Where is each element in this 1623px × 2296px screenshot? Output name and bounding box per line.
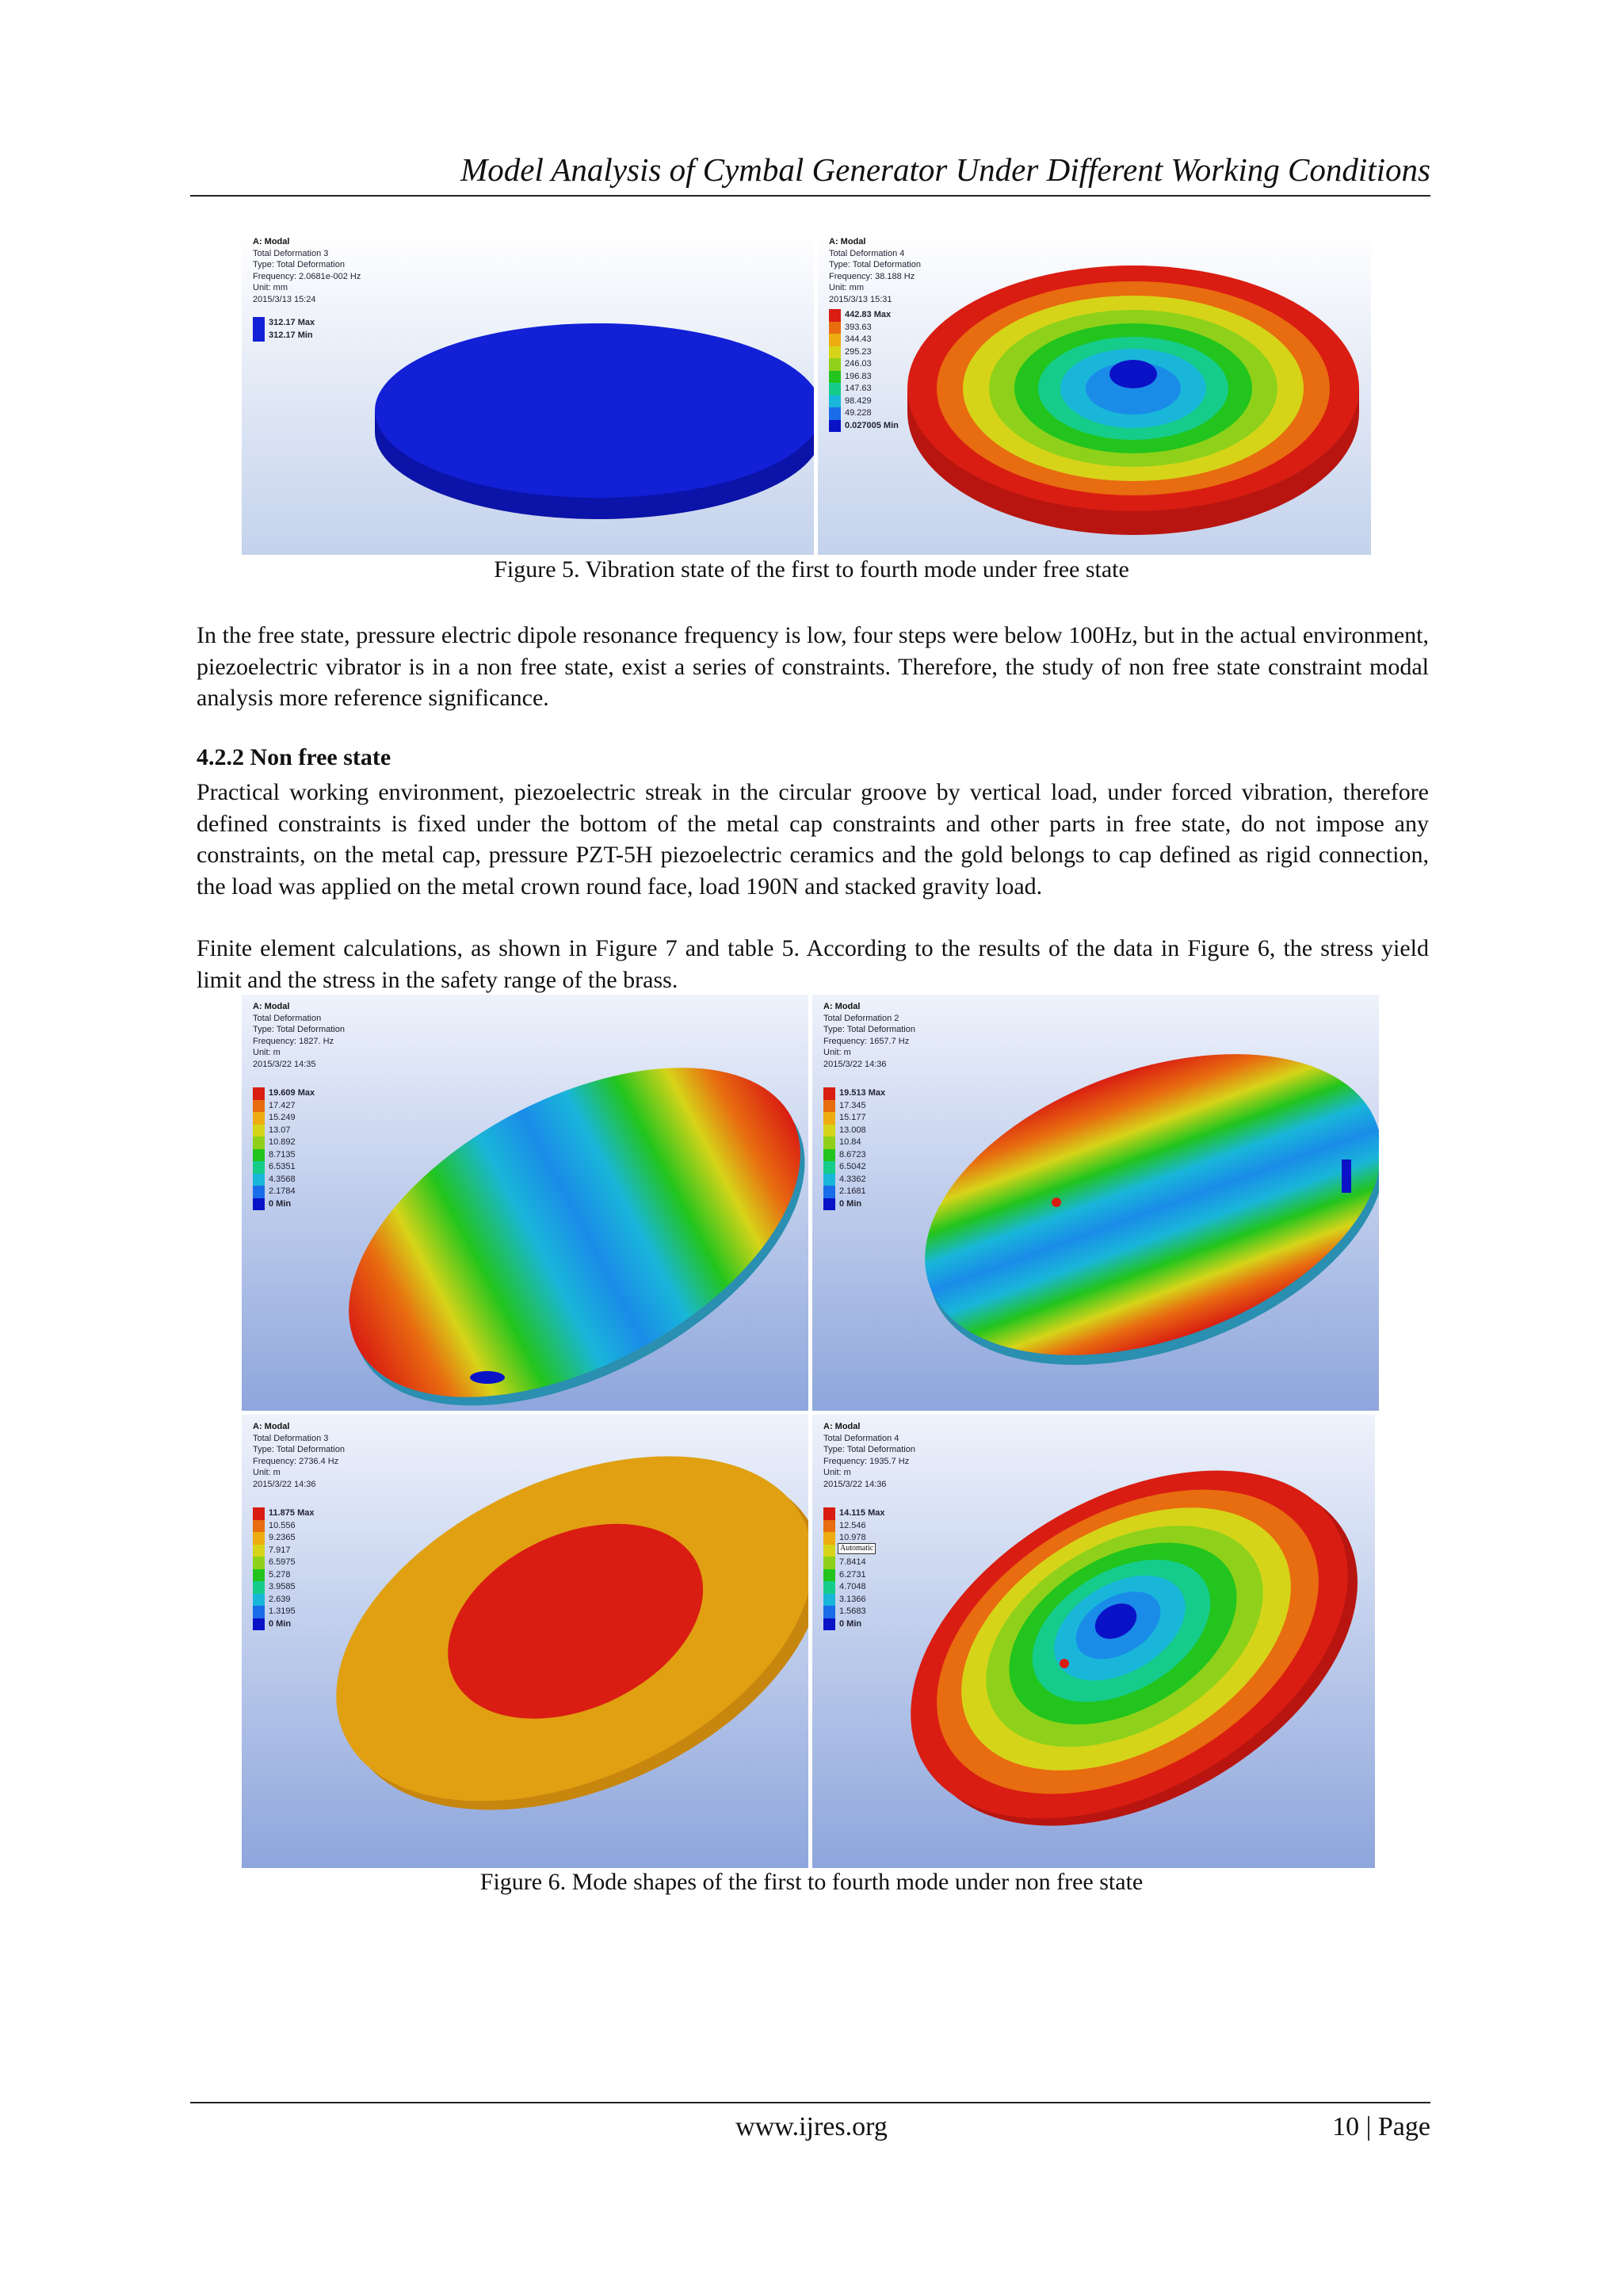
figure-6 bbox=[242, 995, 1379, 1868]
figure-5-caption: Figure 5. Vibration state of the first to fourth mode under free state bbox=[494, 556, 1129, 583]
color-legend: 11.875 Max 10.556 9.2365 7.917 6.5975 5.278 3.9585 2.639 1.3195 0 Min bbox=[253, 1507, 315, 1630]
color-legend: 14.115 Max 12.546 10.978 7.8414 6.2731 4.7048 3.1366 1.5683 0 Min bbox=[823, 1507, 885, 1630]
figure-5 bbox=[242, 230, 1371, 555]
modal-info-block: A: Modal Total Deformation 4 Type: Total Deformation Frequency: 38.188 Hz Unit: mm 2015/3/13 15:31 bbox=[829, 237, 921, 304]
body-paragraph-2: Practical working environment, piezoelectric streak in the circular groove by vertical load, under forced vibration, therefore defined constraints is fixed under the bottom of the metal cap constraints and other parts in free state, do not impose any constraints, on the metal cap, pressure PZT-5H piezoelectric ceramics and the gold belongs to cap defined as rigid connection, the load was applied on the metal crown round face, load 190N and stacked gravity load. bbox=[197, 779, 1429, 900]
modal-info-block: A: Modal Total Deformation 3 Type: Total Deformation Frequency: 2.0681e-002 Hz Unit: mm 2015/3/13 15:24 bbox=[253, 237, 361, 304]
figure-5-panel-mode-3 bbox=[242, 230, 814, 555]
modal-info-block: A: Modal Total Deformation Type: Total Deformation Frequency: 1827. Hz Unit: m 2015/3/22 14:35 bbox=[253, 1002, 345, 1069]
color-legend: 19.609 Max 17.427 15.249 13.07 10.892 8.7135 6.5351 4.3568 2.1784 0 Min bbox=[253, 1087, 315, 1210]
body-paragraph-1: In the free state, pressure electric dipole resonance frequency is low, four steps were below 100Hz, but in the actual environment, piezoelectric vibrator is in a non free state, exist a series of constraints. Therefore, the study of non free state constraint modal analysis more reference significance. bbox=[197, 622, 1429, 711]
color-legend: 19.513 Max 17.345 15.177 13.008 10.84 8.6723 6.5042 4.3362 2.1681 0 Min bbox=[823, 1087, 885, 1210]
modal-info-block: A: Modal Total Deformation 3 Type: Total Deformation Frequency: 2736.4 Hz Unit: m 2015/3/22 14:36 bbox=[253, 1422, 345, 1489]
running-header-title: Model Analysis of Cymbal Generator Under Different Working Conditions bbox=[460, 151, 1430, 188]
footer-site-url: www.ijres.org bbox=[735, 2112, 888, 2141]
color-legend: 442.83 Max 393.63 344.43 295.23 246.03 196.83 147.63 98.429 49.228 0.027005 Min bbox=[829, 309, 899, 432]
figure-6-panel-mode-3 bbox=[242, 1415, 808, 1868]
figure-6-panel-mode-4 bbox=[812, 1415, 1375, 1868]
automatic-tag[interactable]: Automatic bbox=[838, 1543, 876, 1554]
body-paragraph-3: Finite element calculations, as shown in Figure 7 and table 5. According to the results of the data in Figure 6, the stress yield limit and the stress in the safety range of the brass. bbox=[197, 935, 1429, 993]
section-heading: 4.2.2 Non free state bbox=[197, 744, 391, 770]
footer-page-number: 10 | Page bbox=[1332, 2112, 1430, 2141]
figure-6-panel-mode-1 bbox=[242, 995, 808, 1411]
footer-rule bbox=[190, 2102, 1430, 2103]
color-legend: 312.17 Max 312.17 Min bbox=[253, 317, 315, 342]
figure-5-panel-mode-4 bbox=[818, 230, 1371, 555]
modal-info-block: A: Modal Total Deformation 2 Type: Total Deformation Frequency: 1657.7 Hz Unit: m 2015/3/22 14:36 bbox=[823, 1002, 915, 1069]
figure-6-panel-mode-2 bbox=[812, 995, 1379, 1411]
figure-6-caption: Figure 6. Mode shapes of the first to fourth mode under non free state bbox=[479, 1869, 1144, 1895]
modal-info-block: A: Modal Total Deformation 4 Type: Total Deformation Frequency: 1935.7 Hz Unit: m 2015/3/22 14:36 bbox=[823, 1422, 915, 1489]
header-rule bbox=[190, 195, 1430, 197]
